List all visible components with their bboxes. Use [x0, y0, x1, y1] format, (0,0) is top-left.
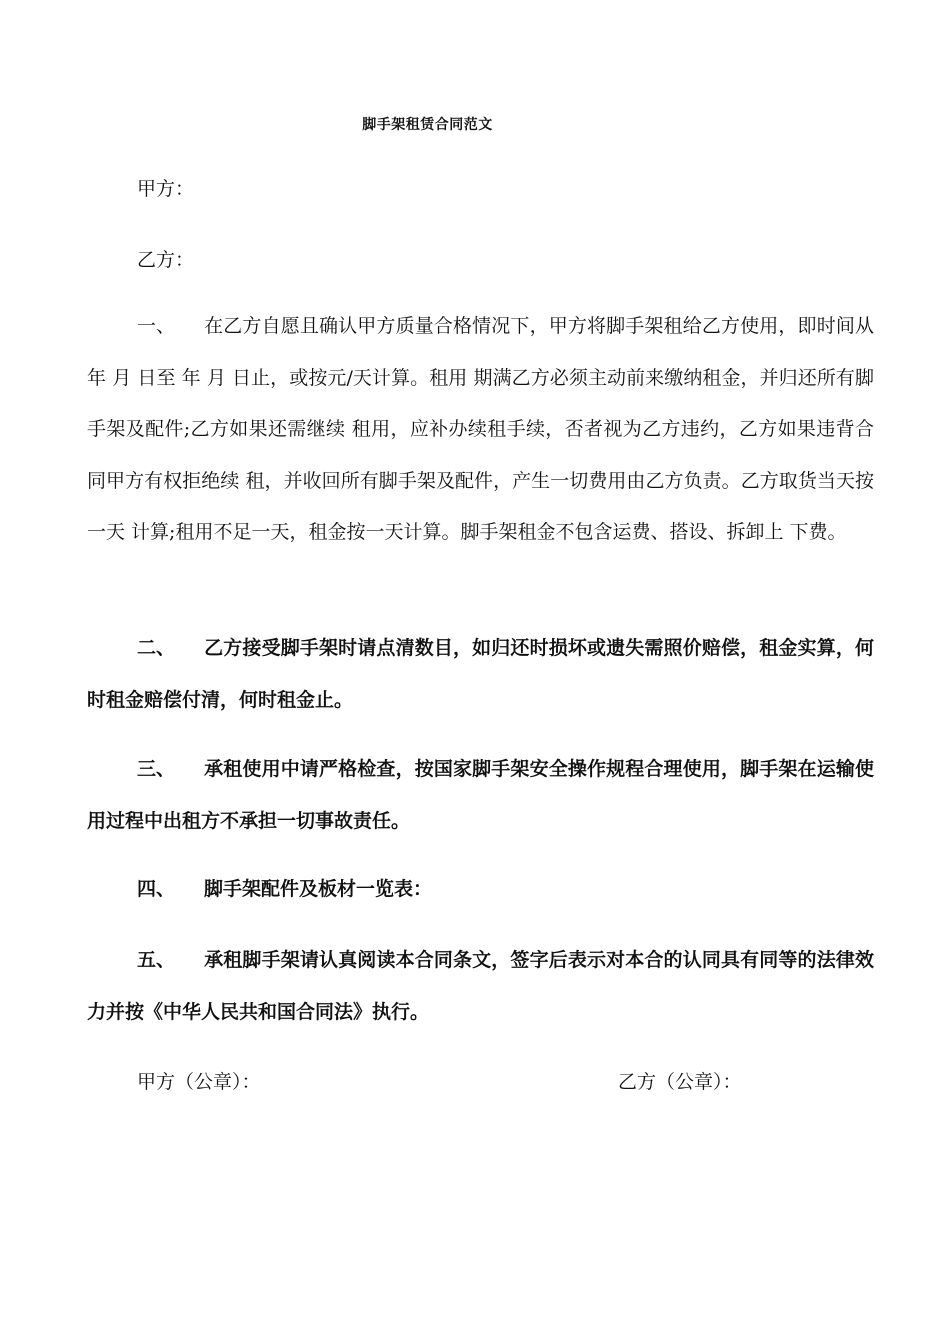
clause-4-number: 四、: [137, 878, 176, 900]
party-a-seal-label: 甲方（公章）：: [137, 1071, 261, 1093]
clause-4-text: 脚手架配件及板材一览表：: [204, 878, 433, 900]
clause-5-number: 五、: [137, 949, 176, 971]
party-b-seal-label: 乙方（公章）：: [618, 1071, 742, 1093]
party-a-label: 甲方：: [137, 178, 195, 200]
clause-1-number: 一、: [137, 315, 176, 337]
clause-5: [87, 935, 874, 1038]
clause-2-text: 乙方接受脚手架时请点清数目，如归还时损坏或遗失需照价赔偿，租金实算，何时租金赔偿付清，何时租金止。: [87, 637, 874, 711]
clause-3-text: 承租使用中请严格检查，按国家脚手架安全操作规程合理使用，脚手架在运输使用过程中出租方不承担一切事故责任。: [87, 758, 874, 832]
clause-4: [87, 864, 874, 916]
clause-2: [87, 623, 874, 726]
clause-3: [87, 744, 874, 847]
document-title: 脚手架租赁合同范文: [362, 117, 493, 133]
clause-5-text: 承租脚手架请认真阅读本合同条文，签字后表示对本合的认同具有同等的法律效力并按《中华人民共和国合同法》执行。: [87, 949, 874, 1023]
party-b-label: 乙方：: [137, 249, 195, 271]
clause-2-number: 二、: [137, 637, 176, 659]
clause-1-text: 在乙方自愿且确认甲方质量合格情况下，甲方将脚手架租给乙方使用，即时间从 年 月 日至 年 月 日止，或按元/天计算。租用 期满乙方必须主动前来缴纳租金，并归还所有脚手架及配件;乙方如果还需继续 租用，应补办续租手续，否者视为乙方违约，乙方如果违背合同甲方有权拒绝续 租，并收回所有脚手架及配件，产生一切费用由乙方负责。乙方取货当天按一天 计算;租用不足一天，租金按一天计算。脚手架租金不包含运费、搭设、拆卸上 下费。: [87, 315, 874, 544]
clause-1: [87, 301, 874, 559]
clause-3-number: 三、: [137, 758, 176, 780]
